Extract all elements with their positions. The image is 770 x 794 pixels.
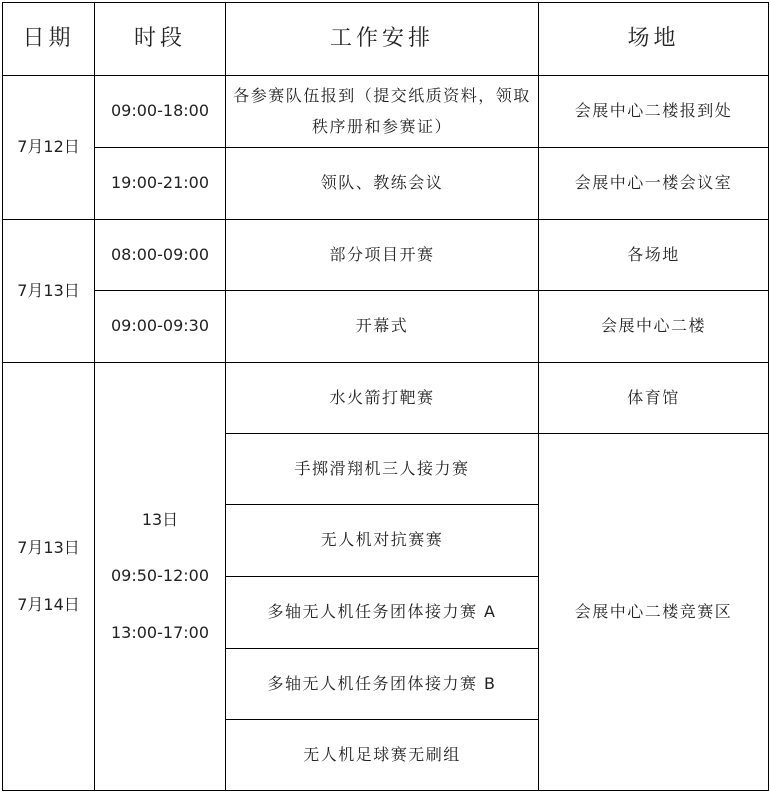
time-line: 13日 [141, 509, 179, 529]
date-line: 7月13日 [17, 538, 80, 558]
work-cell: 无人机足球赛无刷组 [226, 720, 539, 791]
venue-cell: 体育馆 [539, 363, 769, 434]
venue-cell: 会展中心二楼 [539, 291, 769, 363]
work-cell: 手掷滑翔机三人接力赛 [226, 434, 539, 505]
venue-cell: 会展中心一楼会议室 [539, 148, 769, 220]
work-cell: 部分项目开赛 [226, 220, 539, 291]
time-cell [95, 363, 226, 791]
work-cell: 各参赛队伍报到（提交纸质资料，领取秩序册和参赛证） [226, 76, 539, 148]
time-cell: 09:00-18:00 [95, 76, 226, 148]
time-line: 13:00-17:00 [111, 622, 209, 642]
work-cell: 开幕式 [226, 291, 539, 363]
work-cell: 无人机对抗赛赛 [226, 505, 539, 577]
venue-cell: 会展中心二楼竞赛区 [539, 434, 769, 791]
work-cell: 多轴无人机任务团体接力赛 B [226, 649, 539, 720]
time-line: 09:50-12:00 [111, 566, 209, 586]
header-time: 时段 [95, 3, 226, 76]
time-cell: 08:00-09:00 [95, 220, 226, 291]
work-cell: 领队、教练会议 [226, 148, 539, 220]
table-row [3, 291, 769, 363]
work-cell: 水火箭打靶赛 [226, 363, 539, 434]
table-row [3, 148, 769, 220]
date-cell: 7月13日 [3, 220, 95, 363]
time-cell: 19:00-21:00 [95, 148, 226, 220]
header-venue: 场地 [539, 3, 769, 76]
table-row [3, 363, 769, 434]
table-row [3, 76, 769, 148]
work-cell: 多轴无人机任务团体接力赛 A [226, 577, 539, 649]
table-row [3, 220, 769, 291]
schedule-table [2, 2, 769, 791]
header-row [3, 3, 769, 76]
date-cell [3, 363, 95, 791]
header-date: 日期 [3, 3, 95, 76]
date-cell: 7月12日 [3, 76, 95, 220]
venue-cell: 各场地 [539, 220, 769, 291]
venue-cell: 会展中心二楼报到处 [539, 76, 769, 148]
time-cell: 09:00-09:30 [95, 291, 226, 363]
date-line: 7月14日 [17, 594, 80, 614]
header-work: 工作安排 [226, 3, 539, 76]
